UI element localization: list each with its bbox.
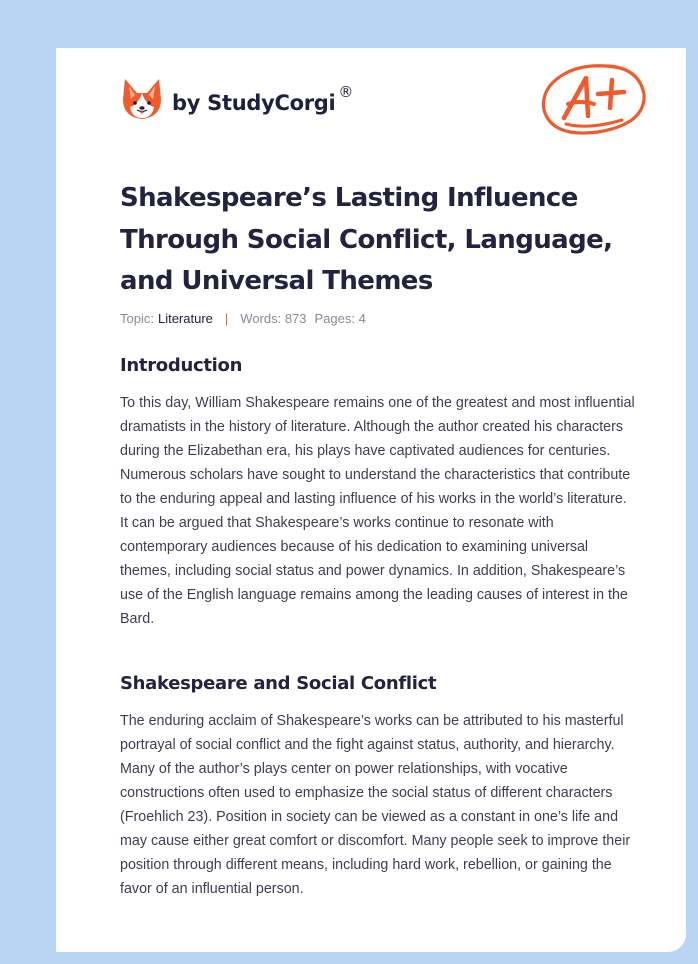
- article-meta: [120, 311, 366, 326]
- topic-link[interactable]: Literature: [157, 311, 213, 326]
- studycorgi-logo[interactable]: [122, 76, 353, 122]
- word-count: Words: 873: [240, 311, 307, 326]
- corgi-icon: [122, 77, 162, 121]
- a-plus-grade-icon: [538, 58, 650, 142]
- page-count: Pages: 4: [314, 311, 366, 326]
- topic-label: Topic:: [120, 311, 154, 326]
- section-heading-social-conflict: Shakespeare and Social Conflict: [120, 673, 437, 694]
- section-paragraph-social-conflict: The enduring acclaim of Shakespeare’s works can be attributed to his masterful portrayal of social conflict and the fight against status, authority, and hierarchy. Many of the author’s plays center on power relationships, with vocative constructions often used to emphasize the social status of different characters (Froehlich 23). Position in society can be viewed as a constant in one’s life and may cause either great comfort or discomfort. Many people seek to improve their position through different means, including hard work, rebellion, or gaining the favor of an influential person.: [120, 713, 631, 897]
- essay-card: [56, 48, 686, 952]
- meta-separator: |: [224, 311, 229, 326]
- section-paragraph-introduction: To this day, William Shakespeare remains one of the greatest and most influential dramatists in the history of literature. Although the author created his characters during the Elizabethan era, his plays have captivated audiences for centuries. Numerous scholars have sought to understand the characteristics that contribute to the enduring appeal and lasting influence of his works in the world’s literature. It can be argued that Shakespeare’s works continue to resonate with contemporary audiences because of his dedication to examining universal themes, including social status and power dynamics. In addition, Shakespeare’s use of the English language remains among the leading causes of interest in the Bard.: [120, 395, 635, 627]
- a-plus-grade-badge: [538, 58, 650, 147]
- article-title: Shakespeare’s Lasting Influence Through Social Conflict, Language, and Universal Themes: [120, 183, 613, 296]
- brand-name: by StudyCorgi: [172, 91, 336, 115]
- registered-mark: ®: [338, 83, 354, 101]
- section-heading-introduction: Introduction: [120, 355, 243, 376]
